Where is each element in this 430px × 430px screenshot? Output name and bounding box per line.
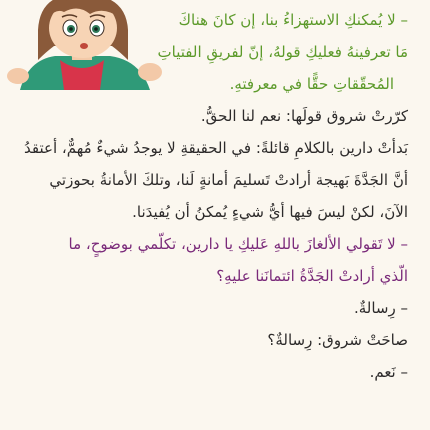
story-text (18, 4, 408, 388)
dialogue-line: – لا تَقولي الألغازَ باللهِ عَليكِ يا دارين، تكلّمي بوضوحٍ، ما (68, 235, 408, 253)
dialogue-line: المُحقّقاتِ حقًّا في معرفتهِ. (229, 75, 394, 93)
dialogue-line: – نَعم. (369, 363, 408, 381)
dialogue-line: – رِسالةٌ. (353, 299, 408, 317)
dialogue-line: مَا تعرفينهُ فعليكِ قولهُ، إنّ لفريقِ الفتياتِ (157, 43, 408, 61)
narration-line: الآنَ، لكنْ ليسَ فيها أيُّ شيءٍ يُمكنُ أن يُفيدَنا. (132, 203, 408, 221)
dialogue-line: الّذي أرادتْ الجَدَّةُ ائتمانَنا عليهِ؟ (216, 267, 408, 285)
narration-line: كرّرتْ شروق قولَها: نعم لنا الحقُّ. (200, 107, 408, 125)
narration-line: بَدأتْ دارين بالكلامِ قائلةً: في الحقيقةِ لا يوجدُ شيءٌ مُهمٌّ، أعتقدُ (24, 139, 408, 157)
dialogue-line: – لا يُمكنكِ الاستهزاءُ بنا، إن كانَ هناكَ (178, 11, 408, 29)
narration-line: أنَّ الجَدَّةَ بَهيجة أرادتْ تَسليمَ أمانةٍ لَنا، وتلكَ الأمانةُ بحوزتي (49, 171, 408, 189)
narration-line: صاحَتْ شروق: رِسالةٌ؟ (267, 331, 408, 349)
